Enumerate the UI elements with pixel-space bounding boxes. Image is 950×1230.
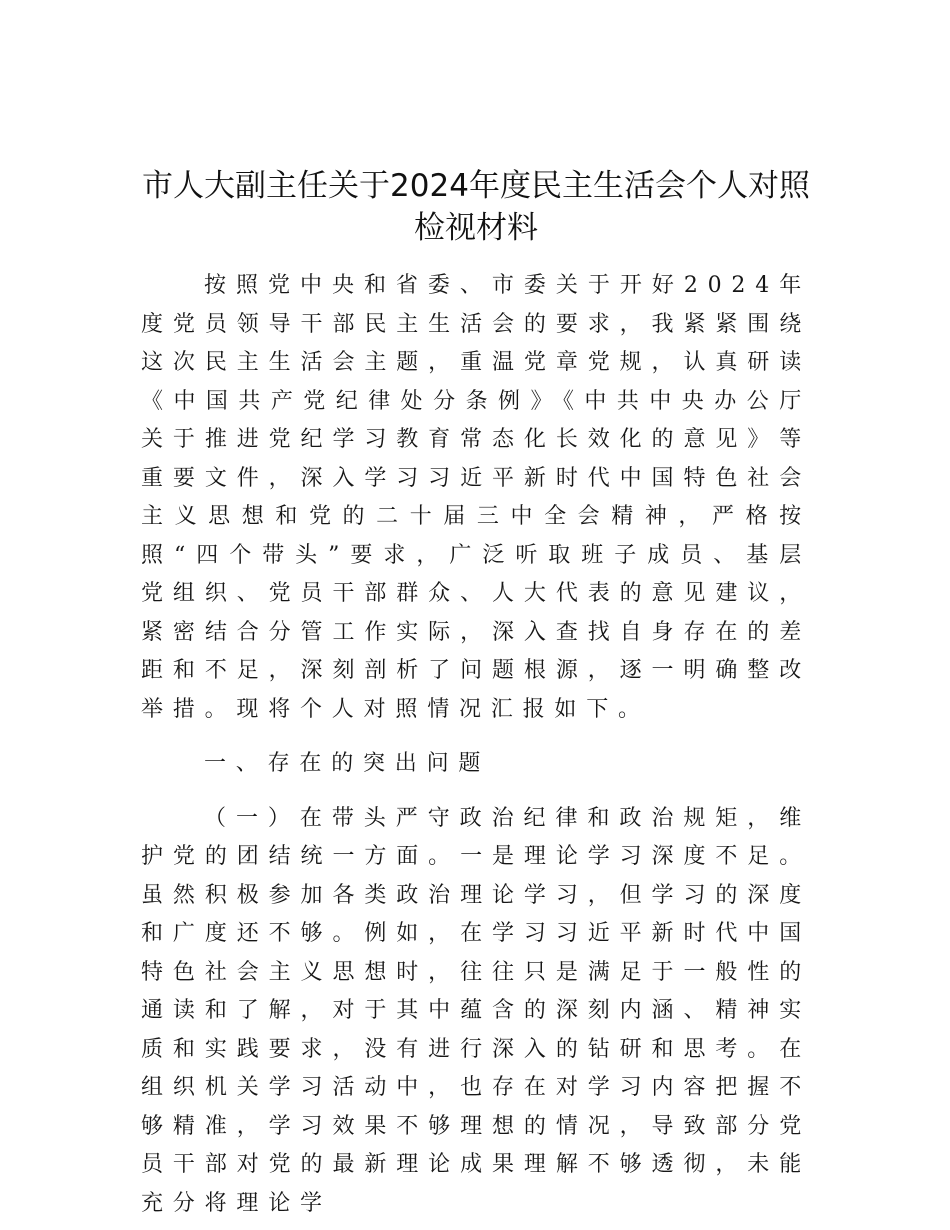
problem-paragraph-1: （一）在带头严守政治纪律和政治规矩，维护党的团结统一方面。一是理论学习深度不足。虽然积极参加各类政治理论学习，但学习的深度和广度还不够。例如，在学习习近平新时代中国特色社会主义思想时，往往只是满足于一般性的通读和了解，对于其中蕴含的深刻内涵、精神实质和实践要求，没有进行深入的钻研和思考。在组织机关学习活动中，也存在对学习内容把握不够精准，学习效果不够理想的情况，导致部分党员干部对党的最新理论成果理解不够透彻，未能充分将理论学 (141, 805, 811, 1216)
intro-paragraph: 按照党中央和省委、市委关于开好2024年度党员领导干部民主生活会的要求，我紧紧围绕这次民主生活会主题，重温党章党规，认真研读《中国共产党纪律处分条例》《中共中央办公厅关于推进党纪学习教育常态化长效化的意见》等重要文件，深入学习习近平新时代中国特色社会主义思想和党的二十届三中全会精神，严格按照“四个带头”要求，广泛听取班子成员、基层党组织、党员干部群众、人大代表的意见建议，紧密结合分管工作实际，深入查找自身存在的差距和不足，深刻剖析了问题根源，逐一明确整改举措。现将个人对照情况汇报如下。 (141, 273, 811, 722)
section-heading-problems: 一、存在的突出问题 (204, 751, 491, 776)
document-title: 市人大副主任关于2024年度民主生活会个人对照检视材料 (142, 168, 810, 246)
document-page (141, 165, 811, 1223)
